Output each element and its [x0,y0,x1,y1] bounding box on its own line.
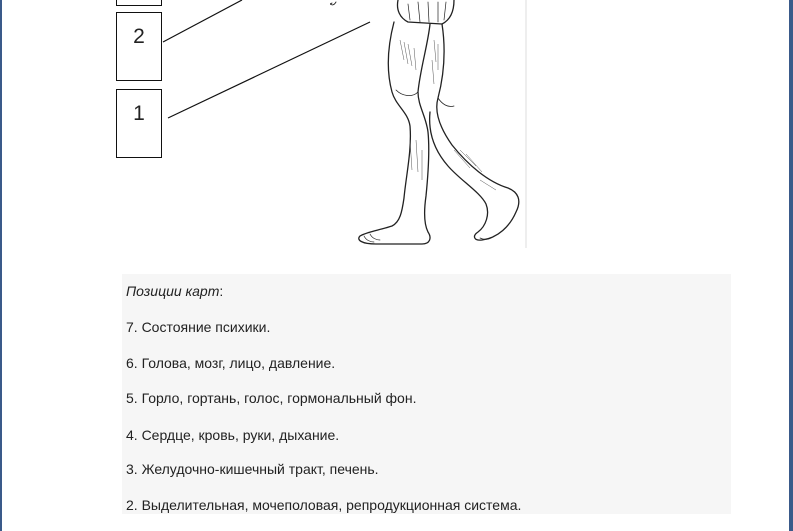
position-item-2: 2. Выделительная, мочеполовая, репродукционная система. [126,497,522,513]
card-number: 2 [133,25,145,48]
position-item-3: 3. Желудочно-кишечный тракт, печень. [126,461,379,477]
positions-heading-line [126,283,223,299]
human-body-illustration [330,0,530,248]
position-item-4: 4. Сердце, кровь, руки, дыхание. [126,427,340,443]
positions-heading: Позиции карт [126,283,220,299]
card-positions-panel [122,274,731,514]
connector-line-2 [163,0,242,42]
card-number: 1 [133,102,145,125]
position-item-6: 6. Голова, мозг, лицо, давление. [126,355,336,371]
positions-heading-colon: : [219,283,224,299]
position-item-5: 5. Горло, гортань, голос, гормональный фон. [126,390,417,406]
position-item-7: 7. Состояние психики. [126,319,271,335]
